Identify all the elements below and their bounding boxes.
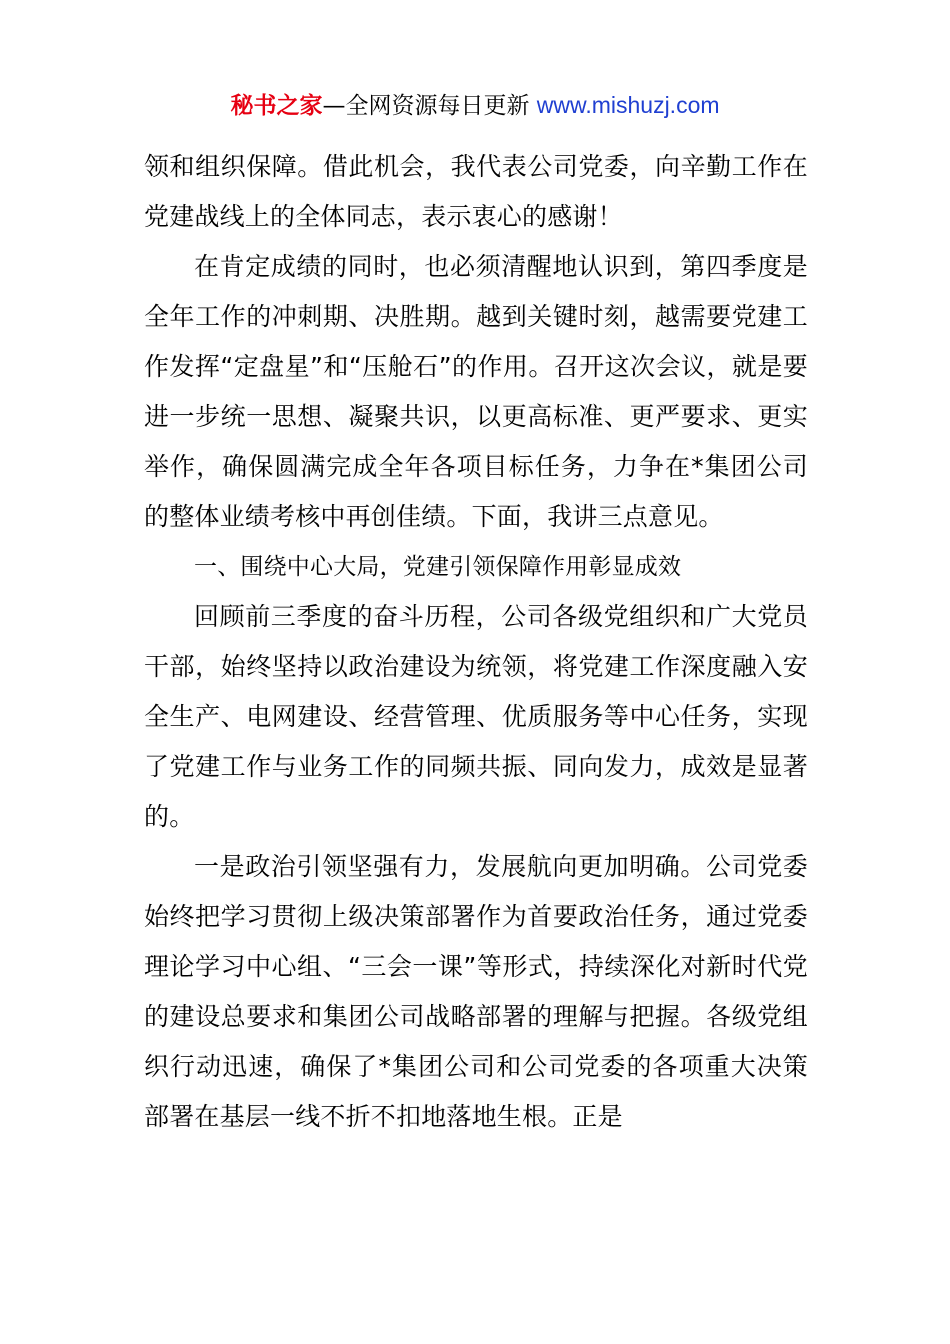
document-body (144, 142, 808, 1142)
site-url-link[interactable]: www.mishuzj.com (536, 92, 720, 118)
site-header (0, 88, 950, 123)
brand-name: 秘书之家 (230, 93, 323, 119)
paragraph: 回顾前三季度的奋斗历程，公司各级党组织和广大党员干部，始终坚持以政治建设为统领，将党建工作深度融入安全生产、电网建设、经营管理、优质服务等中心任务，实现了党建工作与业务工作的同频共振、同向发力，成效是显著的。 (144, 602, 808, 831)
section-heading: 一、围绕中心大局，党建引领保障作用彰显成效 (194, 554, 682, 580)
header-tagline: —全网资源每日更新 (322, 93, 537, 119)
paragraph: 在肯定成绩的同时，也必须清醒地认识到，第四季度是全年工作的冲刺期、决胜期。越到关键时刻，越需要党建工作发挥“定盘星”和“压舱石”的作用。召开这次会议，就是要进一步统一思想、凝聚共识，以更高标准、更严要求、更实举作，确保圆满完成全年各项目标任务，力争在*集团公司的整体业绩考核中再创佳绩。下面，我讲三点意见。 (144, 252, 808, 531)
paragraph: 一是政治引领坚强有力，发展航向更加明确。公司党委始终把学习贯彻上级决策部署作为首要政治任务，通过党委理论学习中心组、“三会一课”等形式，持续深化对新时代党的建设总要求和集团公司战略部署的理解与把握。各级党组织行动迅速，确保了*集团公司和公司党委的各项重大决策部署在基层一线不折不扣地落地生根。正是 (144, 852, 808, 1131)
paragraph-continuation: 领和组织保障。借此机会，我代表公司党委，向辛勤工作在党建战线上的全体同志，表示衷心的感谢！ (144, 152, 808, 231)
